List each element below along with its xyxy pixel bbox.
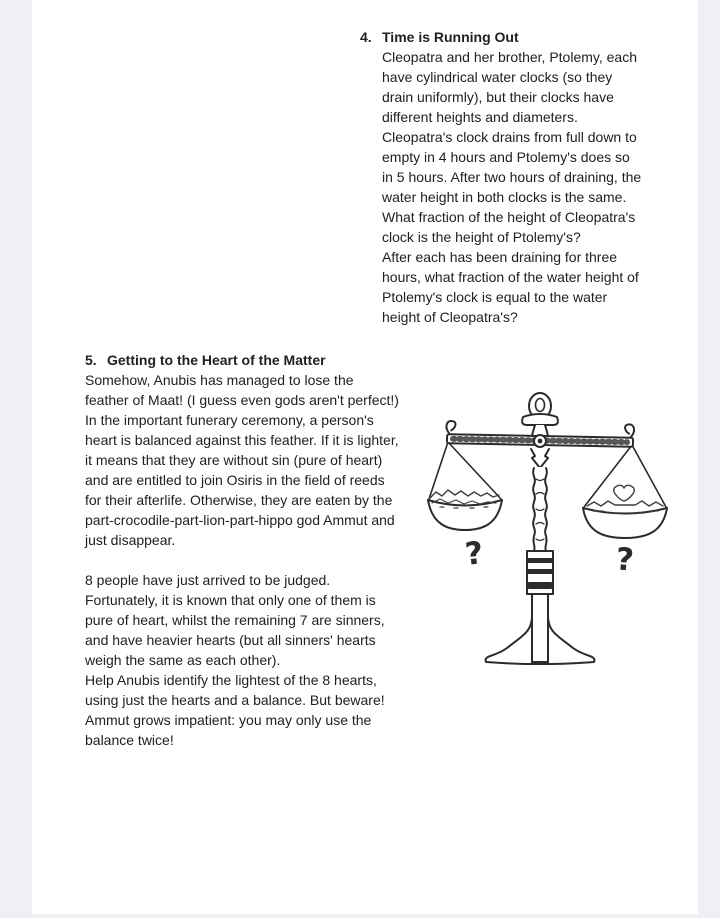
text-line: balance twice! xyxy=(85,732,174,748)
text-line: just disappear. xyxy=(85,532,176,548)
text-line: for their afterlife. Otherwise, they are eaten by the xyxy=(85,492,393,508)
text-line: drain uniformly), but their clocks have xyxy=(382,89,614,105)
text-line: and are entitled to join Osiris in the field of reeds xyxy=(85,472,385,488)
ankh-icon xyxy=(522,393,558,436)
text-line: 8 people have just arrived to be judged. xyxy=(85,572,331,588)
text-line: Help Anubis identify the lightest of the 8 hearts, xyxy=(85,672,377,688)
problem-5-heading xyxy=(85,350,445,370)
text-line: feather of Maat! (I guess even gods aren't perfect!) xyxy=(85,392,399,408)
left-finial xyxy=(446,421,455,433)
text-line: using just the hearts and a balance. But beware! xyxy=(85,692,385,708)
left-pan-strings xyxy=(429,442,501,499)
problem-5-text-paragraph-1 xyxy=(85,370,445,550)
center-column xyxy=(531,449,549,557)
text-line: What fraction of the height of Cleopatra's xyxy=(382,209,636,225)
heart-doodle xyxy=(614,485,635,501)
text-line: Somehow, Anubis has managed to lose the xyxy=(85,372,354,388)
problem-4-text xyxy=(382,47,660,327)
text-line: heart is balanced against this feather. If it is lighter, xyxy=(85,432,399,448)
left-pan xyxy=(428,490,502,530)
text-line: have cylindrical water clocks (so they xyxy=(382,69,613,85)
left-question-mark: ? xyxy=(463,535,485,573)
problem-4 xyxy=(360,27,660,327)
text-line: different heights and diameters. xyxy=(382,109,578,125)
text-line: Cleopatra's clock drains from full down to xyxy=(382,129,637,145)
base-stand xyxy=(486,594,595,664)
problem-5-text-paragraph-2 xyxy=(85,570,445,750)
text-line: Fortunately, it is known that only one of them is xyxy=(85,592,376,608)
text-line: Cleopatra and her brother, Ptolemy, each xyxy=(382,49,638,65)
text-line: it means that they are without sin (pure of heart) xyxy=(85,452,383,468)
text-line: In the important funerary ceremony, a person's xyxy=(85,412,374,428)
problem-4-heading xyxy=(360,27,660,47)
problem-4-title: Time is Running Out xyxy=(382,29,519,45)
text-line: Ammut grows impatient: you may only use the xyxy=(85,712,372,728)
text-line: and have heavier hearts (but all sinners' hearts xyxy=(85,632,376,648)
column-rings xyxy=(526,551,554,594)
problem-5-title: Getting to the Heart of the Matter xyxy=(107,352,326,368)
text-line: height of Cleopatra's? xyxy=(382,309,518,325)
problem-4-number: 4. xyxy=(360,29,372,45)
right-finial xyxy=(625,424,634,436)
text-line: in 5 hours. After two hours of draining, the xyxy=(382,169,642,185)
text-line: hours, what fraction of the water height of xyxy=(382,269,639,285)
right-question-mark: ? xyxy=(614,541,636,579)
balance-scale-drawing xyxy=(420,388,676,680)
text-line: weigh the same as each other). xyxy=(85,652,281,668)
text-line: After each has been draining for three xyxy=(382,249,618,265)
text-line: empty in 4 hours and Ptolemy's does so xyxy=(382,149,630,165)
text-line: Ptolemy's clock is equal to the water xyxy=(382,289,608,305)
worksheet-page xyxy=(32,0,698,914)
text-line: part-crocodile-part-lion-part-hippo god Ammut and xyxy=(85,512,395,528)
balance-scale-illustration xyxy=(420,388,676,680)
problem-5 xyxy=(85,350,445,750)
text-line: water height in both clocks is the same. xyxy=(382,189,627,205)
text-line: pure of heart, whilst the remaining 7 are sinners, xyxy=(85,612,385,628)
problem-5-number: 5. xyxy=(85,352,97,368)
text-line: clock is the height of Ptolemy's? xyxy=(382,229,581,245)
beam-pivot xyxy=(534,435,546,447)
